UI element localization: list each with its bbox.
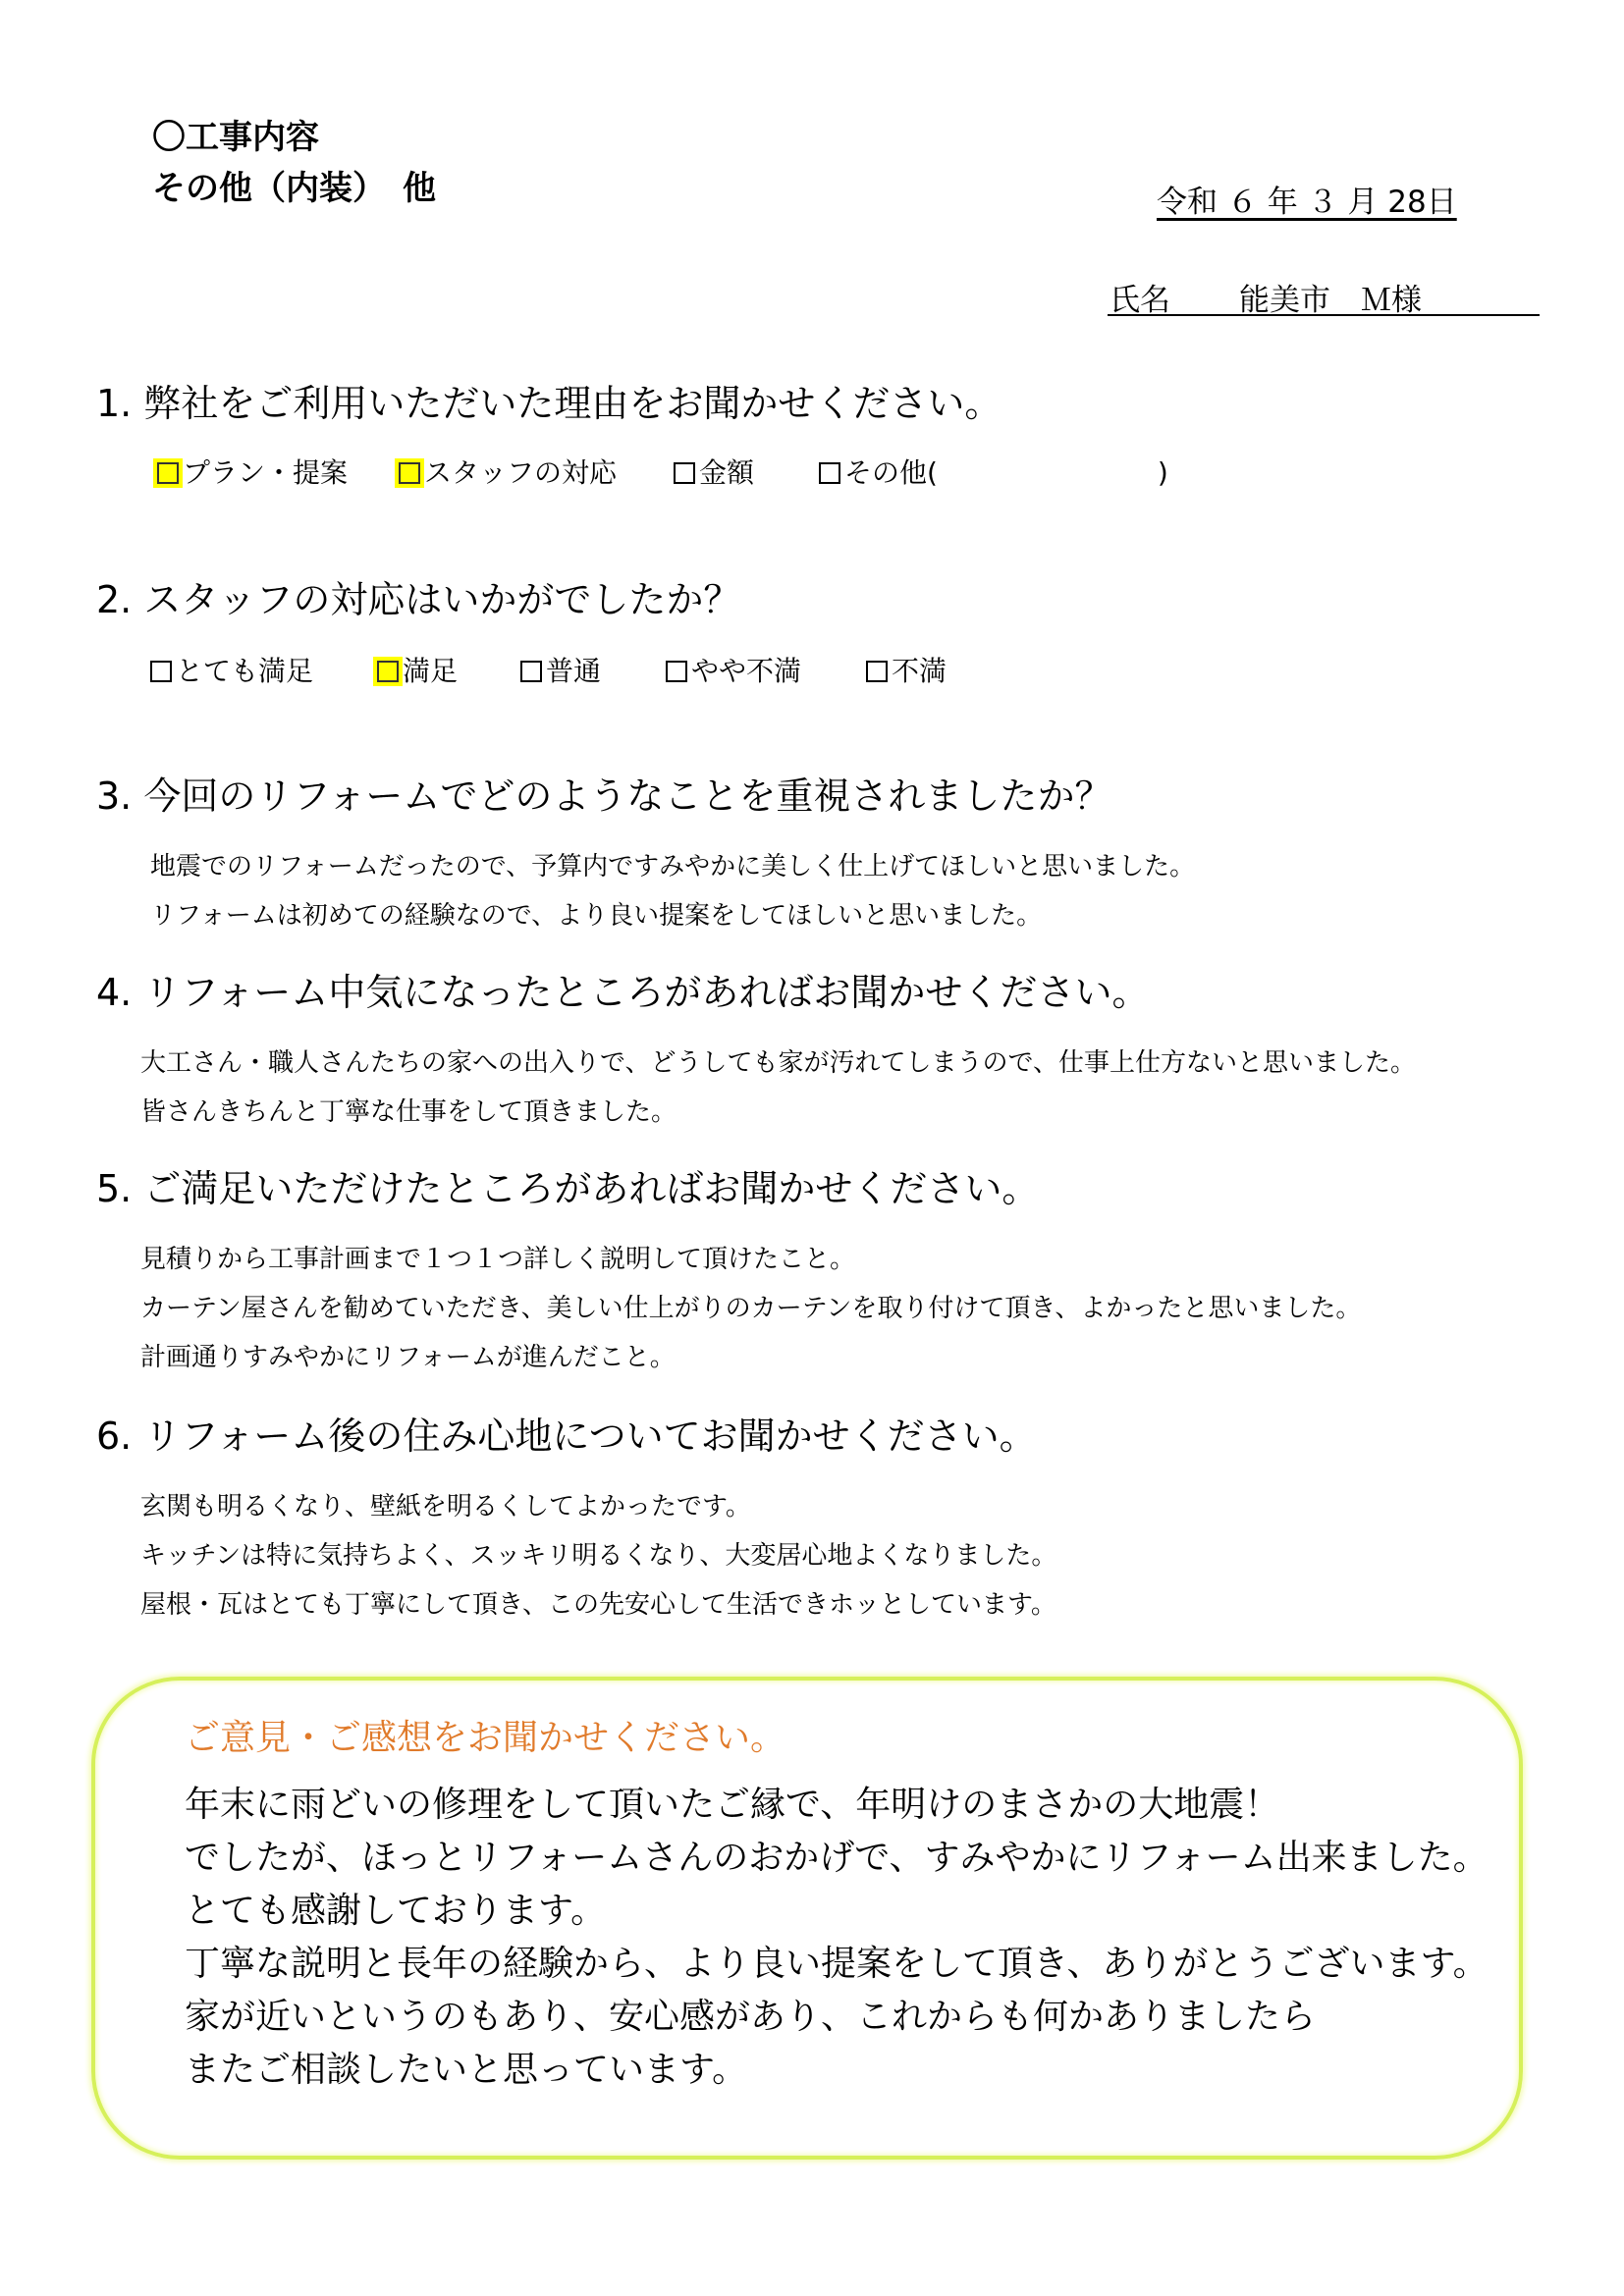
work-heading: 〇工事内容 — [152, 118, 319, 157]
checkbox-icon[interactable] — [150, 661, 172, 682]
answer-line: 玄関も明るくなり、壁紙を明るくしてよかったです。 — [140, 1492, 751, 1522]
answer-line: 計画通りすみやかにリフォームが進んだこと。 — [140, 1343, 676, 1372]
q2-option-satisfied[interactable]: 満足 — [377, 650, 458, 689]
checkbox-icon[interactable] — [666, 661, 687, 682]
question-4-answer — [140, 1039, 1416, 1137]
q1-option-price[interactable]: 金額 — [674, 452, 754, 491]
answer-line: リフォームは初めての経験なので、より良い提案をしてほしいと思いました。 — [150, 901, 1043, 931]
checkbox-icon[interactable] — [674, 462, 695, 484]
answer-line: 見積りから工事計画まで１つ１つ詳しく説明して頂けたこと。 — [140, 1245, 856, 1274]
answer-line: カーテン屋さんを勧めていただき、美しい仕上がりのカーテンを取り付けて頂き、よかったと思いました。 — [140, 1294, 1362, 1323]
comment-line: でしたが、ほっとリフォームさんのおかげで、すみやかにリフォーム出来ました。 — [185, 1838, 1489, 1878]
work-type: その他（内装） 他 — [152, 169, 436, 208]
comment-line: またご相談したいと思っています。 — [185, 2050, 748, 2090]
question-5-title: 5. ご満足いただけたところがあればお聞かせください。 — [96, 1167, 1040, 1210]
checkbox-icon[interactable] — [866, 661, 888, 682]
customer-name: 能美市 Ｍ様 — [1239, 283, 1422, 318]
question-4-title: 4. リフォーム中気になったところがあればお聞かせください。 — [96, 971, 1150, 1014]
q2-option-slightly-dissatisfied[interactable]: やや不満 — [666, 650, 801, 689]
comments-body — [185, 1779, 1489, 2097]
question-2-title: 2. スタッフの対応はいかがでしたか？ — [96, 578, 741, 621]
question-1-title: 1. 弊社をご利用いただいた理由をお聞かせください。 — [96, 382, 1002, 425]
answer-line: 大工さん・職人さんたちの家への出入りで、どうしても家が汚れてしまうので、仕事上仕方ないと思いました。 — [140, 1048, 1416, 1078]
name-underline — [1108, 314, 1540, 316]
answer-line: 皆さんきちんと丁寧な仕事をして頂きました。 — [140, 1097, 677, 1127]
checkbox-icon[interactable] — [819, 462, 840, 484]
question-3-answer — [150, 842, 1195, 940]
q2-option-dissatisfied[interactable]: 不満 — [866, 650, 947, 689]
q2-option-very-satisfied[interactable]: とても満足 — [150, 650, 313, 689]
checkbox-checked-icon[interactable] — [157, 462, 179, 484]
name-label: 氏名 — [1110, 283, 1170, 318]
answer-line: 屋根・瓦はとても丁寧にして頂き、この先安心して生活できホッとしています。 — [140, 1590, 1056, 1620]
q1-option-other[interactable]: その他( ) — [819, 452, 1168, 491]
q1-option-staff[interactable]: スタッフの対応 — [399, 452, 617, 491]
question-5-answer — [140, 1235, 1361, 1382]
comment-line: とても感謝しております。 — [185, 1891, 607, 1931]
question-6-title: 6. リフォーム後の住み心地についてお聞かせください。 — [96, 1415, 1037, 1458]
comment-line: 丁寧な説明と長年の経験から、より良い提案をして頂き、ありがとうございます。 — [185, 1944, 1489, 1984]
comment-line: 家が近いというのもあり、安心感があり、これからも何かありましたら — [185, 1997, 1317, 2037]
answer-line: キッチンは特に気持ちよく、スッキリ明るくなり、大変居心地よくなりました。 — [140, 1541, 1057, 1571]
question-3-title: 3. 今回のリフォームでどのようなことを重視されましたか？ — [96, 774, 1112, 818]
question-6-answer — [140, 1482, 1056, 1629]
comments-title: ご意見・ご感想をお聞かせください。 — [185, 1718, 786, 1758]
answer-line: 地震でのリフォームだったので、予算内ですみやかに美しく仕上げてほしいと思いました。 — [150, 852, 1196, 881]
q1-option-plan[interactable]: プラン・提案 — [157, 452, 348, 491]
checkbox-checked-icon[interactable] — [377, 661, 399, 682]
comment-line: 年末に雨どいの修理をして頂いたご縁で、年明けのまさかの大地震！ — [185, 1785, 1280, 1825]
checkbox-checked-icon[interactable] — [399, 462, 420, 484]
q2-option-normal[interactable]: 普通 — [520, 650, 601, 689]
checkbox-icon[interactable] — [520, 661, 542, 682]
survey-date: 令和 ６ 年 ３ 月 28日 — [1157, 185, 1457, 220]
